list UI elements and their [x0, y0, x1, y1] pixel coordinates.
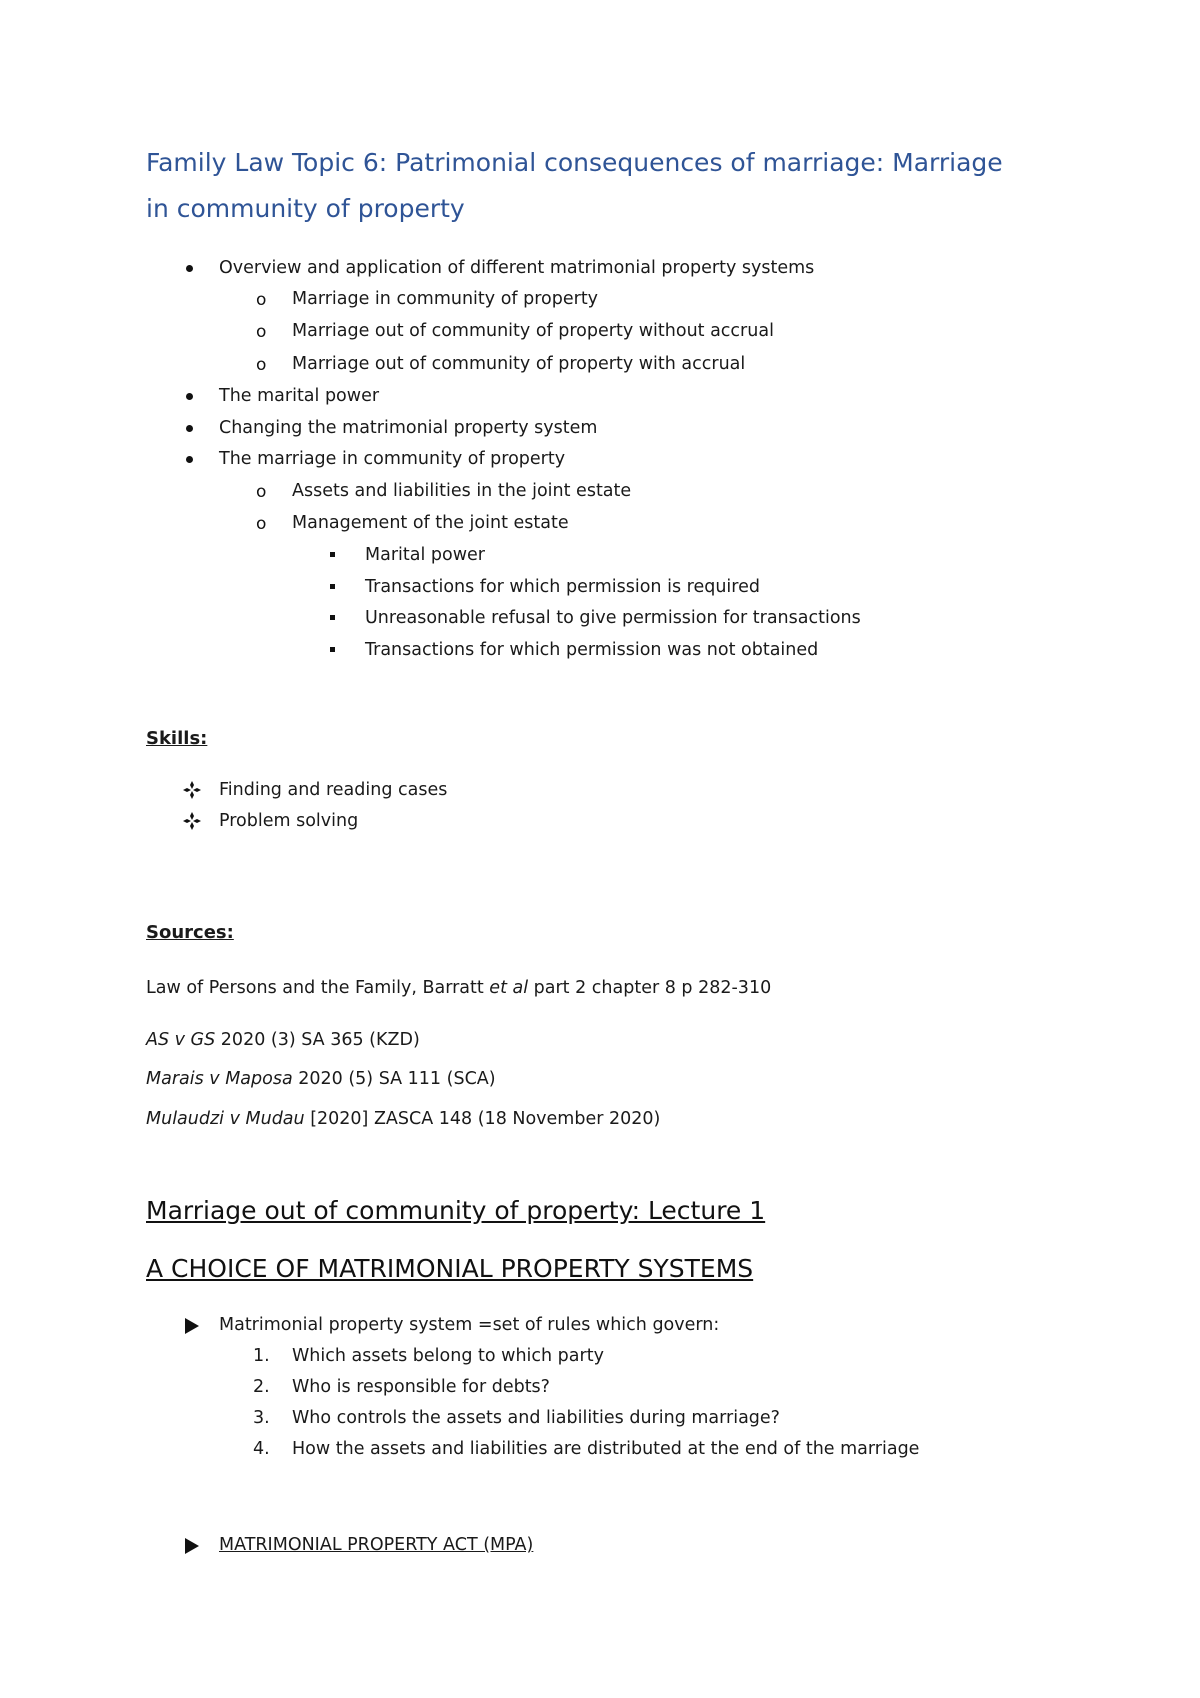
page-title-line-2: in community of property	[146, 194, 465, 223]
outline-item: Overview and application of different matrimonial property systems	[219, 258, 815, 278]
lecture-point: Who controls the assets and liabilities during marriage?	[292, 1408, 780, 1428]
outline-subitem: Marriage out of community of property without accrual	[292, 321, 774, 341]
skills-heading: Skills:	[146, 728, 208, 749]
book-et-al: et al	[489, 978, 529, 998]
list-number: 2.	[253, 1377, 270, 1397]
outline-item: Changing the matrimonial property system	[219, 418, 598, 438]
skill-item: Problem solving	[219, 811, 359, 831]
source-book	[146, 978, 771, 999]
circle-bullet-icon: o	[256, 322, 267, 342]
case-citation: 2020 (3) SA 365 (KZD)	[215, 1030, 420, 1050]
case-name: Marais v Maposa	[146, 1069, 293, 1089]
outline-subsubitem: Unreasonable refusal to give permission for transactions	[365, 608, 861, 628]
case-citation: [2020] ZASCA 148 (18 November 2020)	[304, 1109, 661, 1129]
outline-subitem: Assets and liabilities in the joint estate	[292, 481, 632, 501]
case-name: AS v GS	[146, 1030, 216, 1050]
source-case	[146, 1109, 660, 1130]
bullet-icon	[186, 456, 193, 463]
mpa-link: MATRIMONIAL PROPERTY ACT (MPA)	[219, 1535, 534, 1555]
book-details: part 2 chapter 8 p 282-310	[528, 978, 772, 998]
lecture-point: Who is responsible for debts?	[292, 1377, 550, 1397]
lecture-point: How the assets and liabilities are distributed at the end of the marriage	[292, 1439, 920, 1459]
source-case	[146, 1030, 420, 1051]
lecture-heading: Marriage out of community of property: Lecture 1	[146, 1196, 766, 1225]
arrow-bullet-icon	[185, 1538, 199, 1554]
outline-item: The marital power	[219, 386, 380, 406]
sources-heading: Sources:	[146, 922, 234, 943]
bullet-icon	[186, 265, 193, 272]
square-bullet-icon	[330, 647, 335, 652]
diamond-bullet-icon	[183, 781, 201, 799]
outline-item: The marriage in community of property	[219, 449, 566, 469]
list-number: 1.	[253, 1346, 270, 1366]
lecture-point: Which assets belong to which party	[292, 1346, 604, 1366]
lecture-intro: Matrimonial property system =set of rules which govern:	[219, 1315, 720, 1335]
list-number: 3.	[253, 1408, 270, 1428]
diamond-bullet-icon	[183, 812, 201, 830]
square-bullet-icon	[330, 615, 335, 620]
source-case	[146, 1069, 496, 1090]
square-bullet-icon	[330, 584, 335, 589]
outline-subitem: Marriage out of community of property with accrual	[292, 354, 746, 374]
circle-bullet-icon: o	[256, 514, 267, 534]
outline-subsubitem: Transactions for which permission is required	[365, 577, 760, 597]
circle-bullet-icon: o	[256, 482, 267, 502]
bullet-icon	[186, 425, 193, 432]
square-bullet-icon	[330, 552, 335, 557]
skill-item: Finding and reading cases	[219, 780, 448, 800]
case-name: Mulaudzi v Mudau	[146, 1109, 305, 1129]
outline-subitem: Marriage in community of property	[292, 289, 599, 309]
outline-subitem: Management of the joint estate	[292, 513, 569, 533]
page-title-line-1: Family Law Topic 6: Patrimonial consequences of marriage: Marriage	[146, 148, 1003, 177]
lecture-subheading: A CHOICE OF MATRIMONIAL PROPERTY SYSTEMS	[146, 1254, 754, 1283]
circle-bullet-icon: o	[256, 290, 267, 310]
book-title: Law of Persons and the Family, Barratt	[146, 978, 490, 998]
circle-bullet-icon: o	[256, 355, 267, 375]
bullet-icon	[186, 393, 193, 400]
case-citation: 2020 (5) SA 111 (SCA)	[292, 1069, 496, 1089]
outline-subsubitem: Marital power	[365, 545, 485, 565]
list-number: 4.	[253, 1439, 270, 1459]
outline-subsubitem: Transactions for which permission was not obtained	[365, 640, 819, 660]
arrow-bullet-icon	[185, 1318, 199, 1334]
